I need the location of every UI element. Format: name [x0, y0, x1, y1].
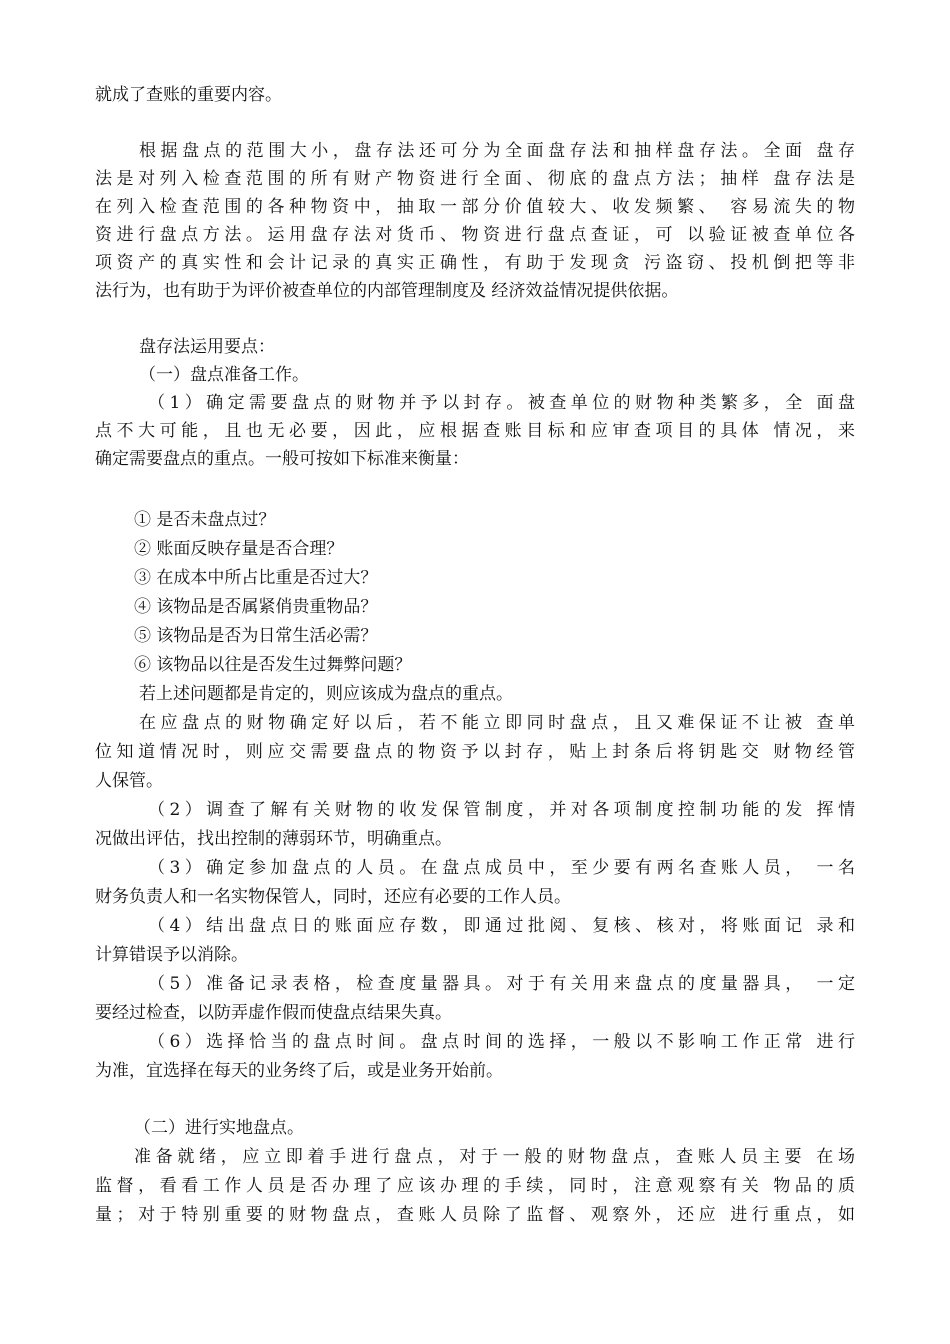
list-item: ② 账面反映存量是否合理？ — [134, 539, 344, 559]
text-line: （4）结出盘点日的账面应存数，即通过批阅、复核、核对，将账面记 录和 — [148, 916, 855, 936]
section-heading: （二）进行实地盘点。 — [134, 1118, 304, 1138]
section-heading: （一）盘点准备工作。 — [139, 365, 309, 385]
list-item: ① 是否未盘点过？ — [134, 510, 276, 530]
list-item: ③ 在成本中所占比重是否过大？ — [134, 568, 378, 588]
text-line: （1）确定需要盘点的财物并予以封存。被查单位的财物种类繁多，全 面盘 — [148, 393, 855, 413]
text-line: 在列入检查范围的各种物资中，抽取一部分价值较大、收发频繁、 容易流失的物 — [95, 197, 855, 217]
text-line: 若上述问题都是肯定的，则应该成为盘点的重点。 — [139, 684, 513, 704]
text-line: 人保管。 — [95, 771, 163, 791]
text-line: 根据盘点的范围大小，盘存法还可分为全面盘存法和抽样盘存法。全面 盘存 — [139, 141, 855, 161]
text-line: （6）选择恰当的盘点时间。盘点时间的选择，一般以不影响工作正常 进行 — [148, 1032, 855, 1052]
text-line: 位知道情况时，则应交需要盘点的物资予以封存，贴上封条后将钥匙交 财物经管 — [95, 742, 855, 762]
text-line: 量；对于特别重要的财物盘点，查账人员除了监督、观察外，还应 进行重点，如 — [95, 1205, 855, 1225]
text-line: （3）确定参加盘点的人员。在盘点成员中，至少要有两名查账人员， 一名 — [148, 858, 855, 878]
text-line: （2）调查了解有关财物的收发保管制度，并对各项制度控制功能的发 挥情 — [148, 800, 855, 820]
list-item: ④ 该物品是否属紧俏贵重物品？ — [134, 597, 378, 617]
text-line: 财务负责人和一名实物保管人，同时，还应有必要的工作人员。 — [95, 887, 571, 907]
text-line: 况做出评估，找出控制的薄弱环节，明确重点。 — [95, 829, 452, 849]
list-item: ⑥ 该物品以往是否发生过舞弊问题？ — [134, 655, 412, 675]
text-line: 资进行盘点方法。运用盘存法对货币、物资进行盘点查证，可 以验证被查单位各 — [95, 225, 855, 245]
list-item: ⑤ 该物品是否为日常生活必需？ — [134, 626, 378, 646]
text-line: 准备就绪，应立即着手进行盘点，对于一般的财物盘点，查账人员主要 在场 — [134, 1147, 855, 1167]
text-line: 为准，宜选择在每天的业务终了后，或是业务开始前。 — [95, 1061, 503, 1081]
section-heading: 盘存法运用要点： — [139, 337, 275, 357]
text-line: 点不大可能，且也无必要，因此，应根据查账目标和应审查项目的具体 情况，来 — [95, 421, 855, 441]
text-line: 法是对列入检查范围的所有财产物资进行全面、彻底的盘点方法；抽样 盘存法是 — [95, 169, 855, 189]
text-line: 确定需要盘点的重点。一般可按如下标准来衡量： — [95, 449, 469, 469]
text-line: 就成了查账的重要内容。 — [95, 85, 282, 105]
text-line: 计算错误予以消除。 — [95, 945, 248, 965]
text-line: 项资产的真实性和会计记录的真实正确性，有助于发现贪 污盗窃、投机倒把等非 — [95, 253, 855, 273]
text-line: 在应盘点的财物确定好以后，若不能立即同时盘点，且又难保证不让被 查单 — [139, 713, 855, 733]
text-line: 监督，看看工作人员是否办理了应该办理的手续，同时，注意观察有关 物品的质 — [95, 1176, 855, 1196]
text-line: （5）准备记录表格，检查度量器具。对于有关用来盘点的度量器具， 一定 — [148, 974, 855, 994]
text-line: 要经过检查，以防弄虚作假而使盘点结果失真。 — [95, 1003, 452, 1023]
text-line: 法行为，也有助于为评价被查单位的内部管理制度及 经济效益情况提供依据。 — [95, 281, 679, 301]
